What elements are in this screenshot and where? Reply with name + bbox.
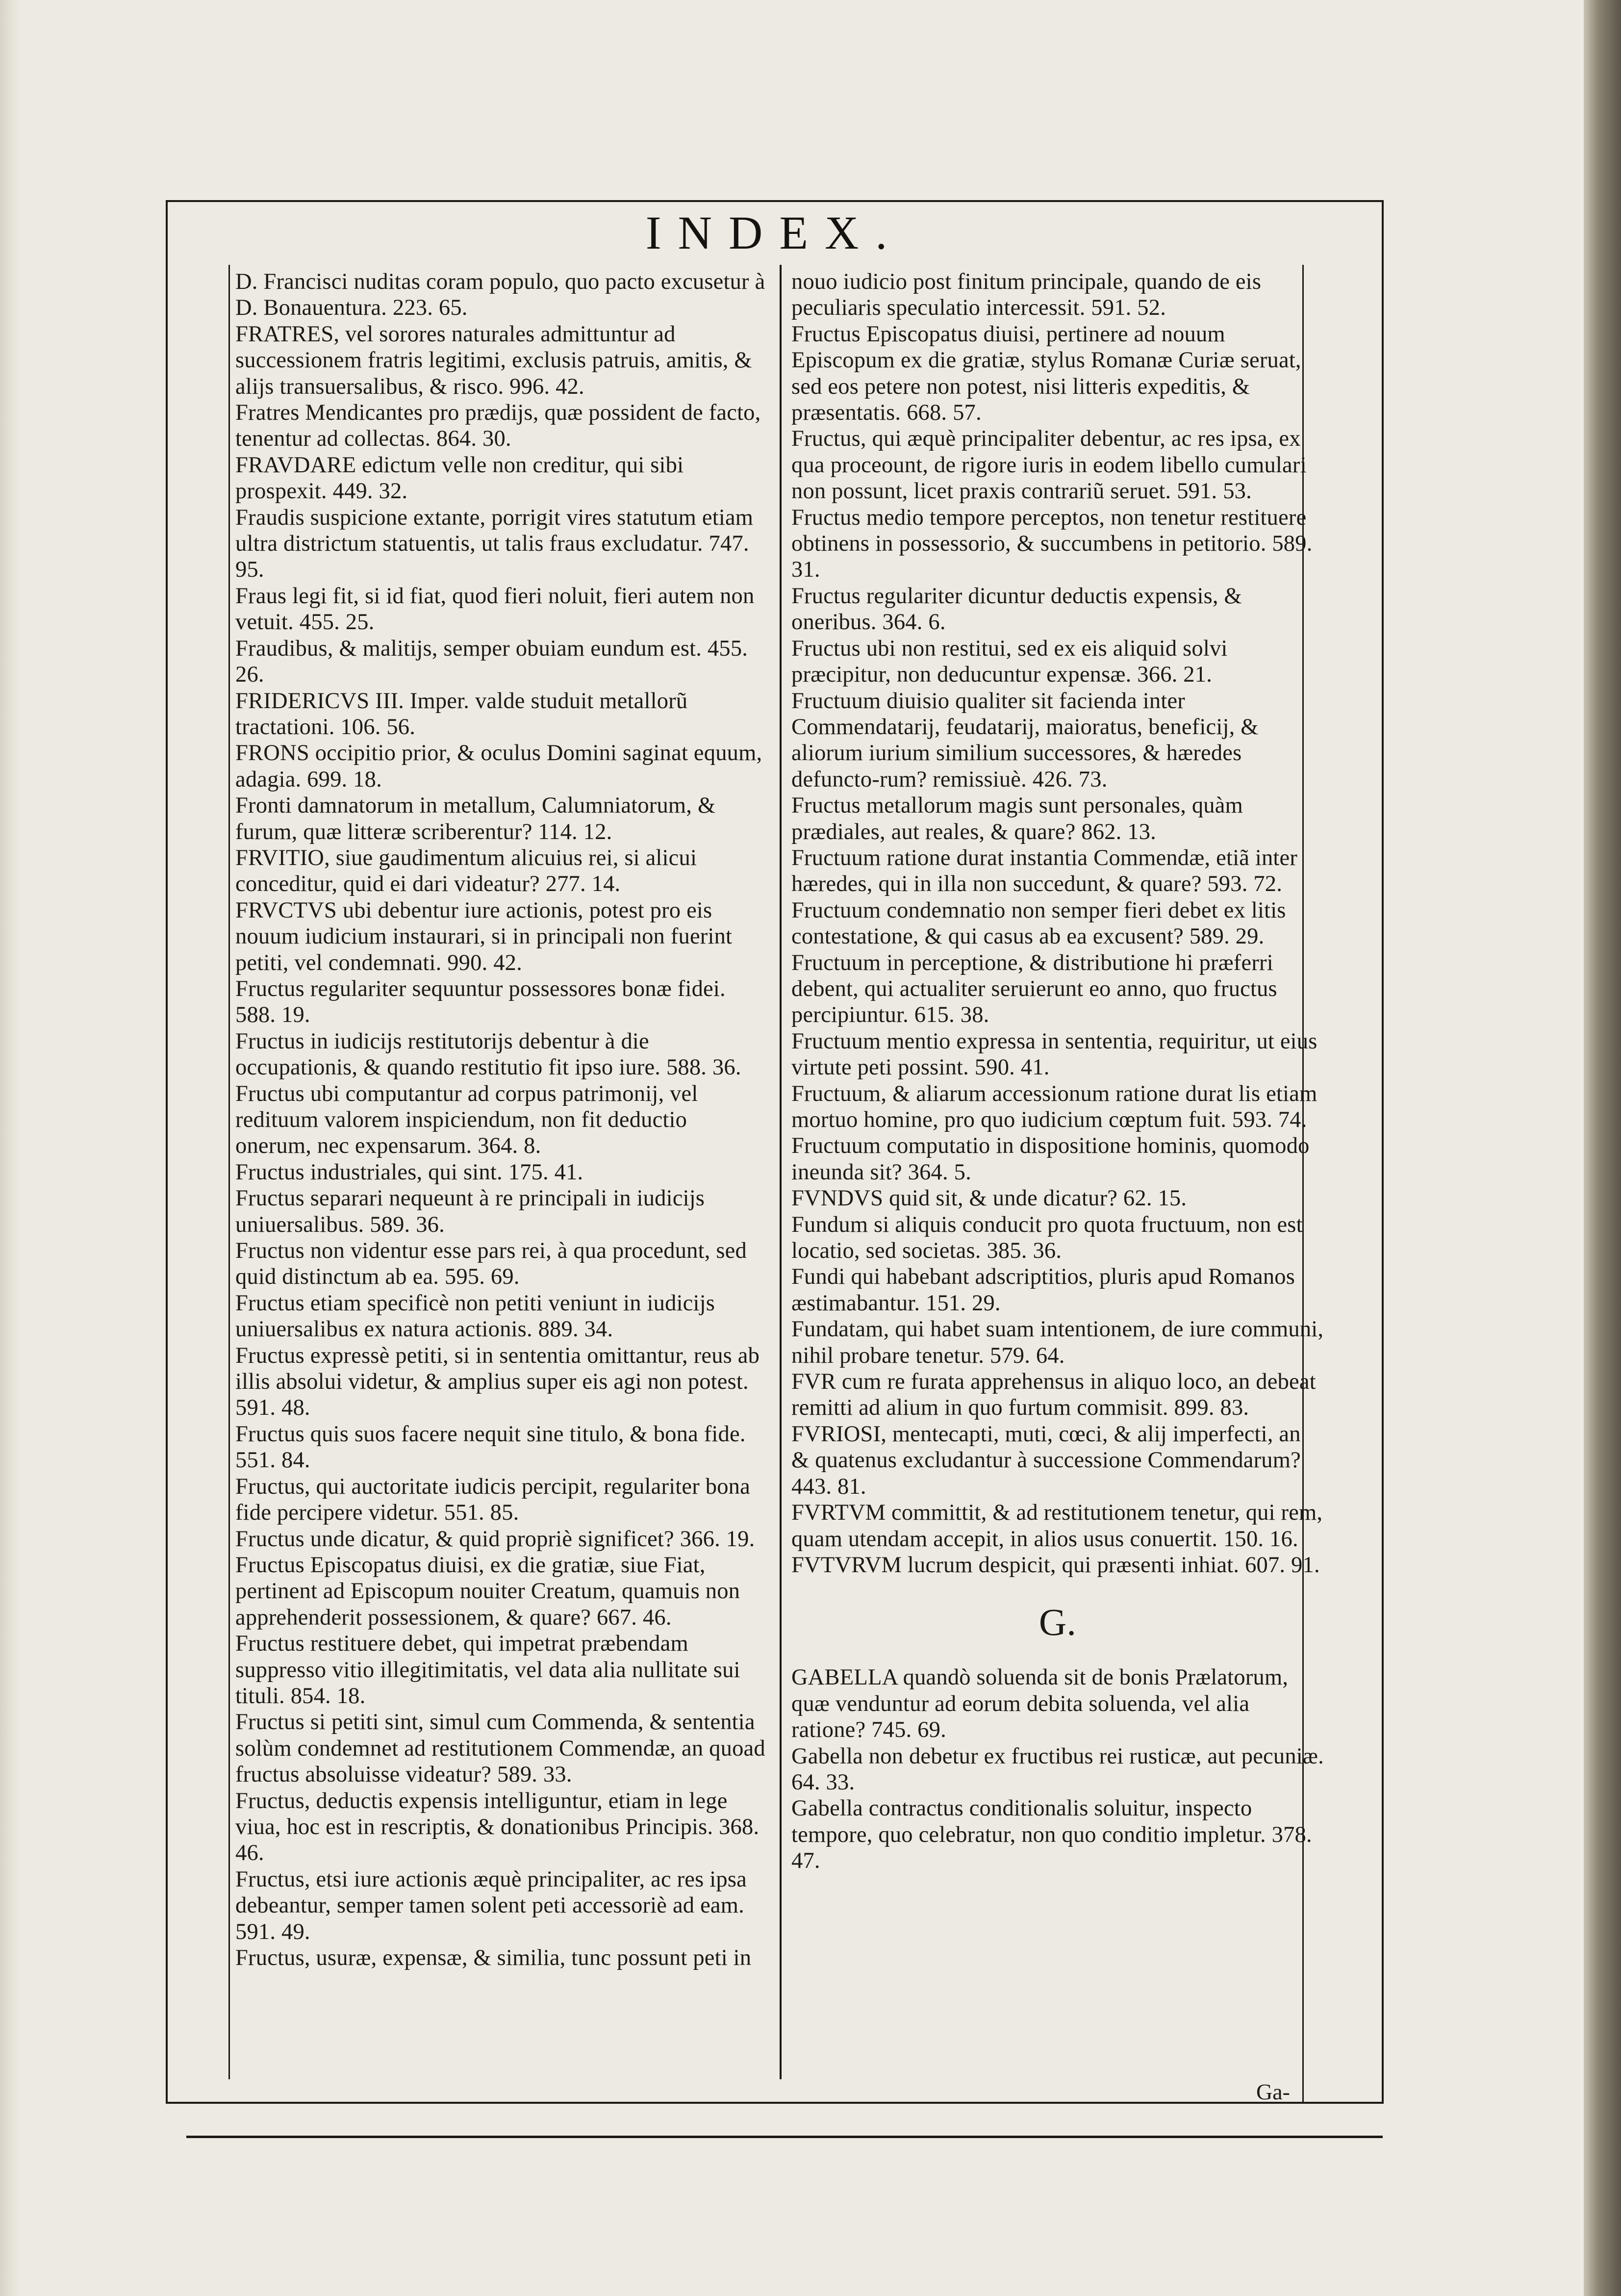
index-entry: Fructus industriales, qui sint. 175. 41. [235, 1159, 583, 1185]
index-entry: FVTVRVM lucrum despicit, qui præsenti inhiat. 607. 91. [791, 1552, 1320, 1578]
index-entry: FVR cum re furata apprehensus in aliquo loco, an debeat remitti ad alium in quo furtum commisit. 899. 83. [791, 1369, 1316, 1421]
index-entry: Fructus quis suos facere nequit sine titulo, & bona fide. 551. 84. [235, 1421, 746, 1473]
index-entry: FRATRES, vel sorores naturales admittuntur ad successionem fratris legitimi, exclusis patruis, amitis, & alijs transuersalibus, & risco. 996. 42. [235, 321, 752, 399]
index-entry: Fructus, etsi iure actionis æquè principaliter, ac res ipsa debeantur, semper tamen solent peti accessoriè ad eam. 591. 49. [235, 1866, 747, 1944]
book-binding [1584, 0, 1621, 2296]
index-entry: Fructus si petiti sint, simul cum Commenda, & sententia solùm condemnet ad restitutionem Commendæ, an quoad fructus absoluisse videatur? 589. 33. [235, 1709, 765, 1787]
index-entry: FRVITIO, siue gaudimentum alicuius rei, si alicui conceditur, quid ei dari videatur? 277. 14. [235, 845, 697, 897]
index-entry: Fructus, qui auctoritate iudicis percipit, regulariter bona fide percipere videtur. 551. 85. [235, 1474, 750, 1526]
index-entry: FRONS occipitio prior, & oculus Domini saginat equum, adagia. 699. 18. [235, 740, 762, 792]
index-entry: Fundatam, qui habet suam intentionem, de iure communi, nihil probare tenetur. 579. 64. [791, 1317, 1324, 1368]
index-entry: Fructuum, & aliarum accessionum ratione durat lis etiam mortuo homine, pro quo iudicium cœptum fuit. 593. 74. [791, 1081, 1317, 1132]
index-entry: Fructus Episcopatus diuisi, pertinere ad nouum Episcopum ex die gratiæ, stylus Romanæ Curiæ seruat, sed eos petere non potest, nisi litteris expeditis, & præsentatis. 668. 57. [791, 321, 1301, 426]
index-entry: Fructuum ratione durat instantia Commendæ, etiã inter hæredes, qui in illa non succedunt, & quare? 593. 72. [791, 845, 1298, 897]
index-entry: D. Francisci nuditas coram populo, quo pacto excusetur à D. Bonauentura. 223. 65. [235, 269, 765, 321]
index-entry: Fructus expressè petiti, si in sententia omittantur, reus ab illis absolui videtur, & amplius super eis agi non potest. 591. 48. [235, 1343, 760, 1421]
index-entry: Fructus Episcopatus diuisi, ex die gratiæ, siue Fiat, pertinent ad Episcopum nouiter Creatum, quamuis non apprehenderit possessionem, & quare? 667. 46. [235, 1552, 740, 1630]
index-entry: Fructuum in perceptione, & distributione hi præferri debent, qui actualiter seruierunt eo anno, quo fructus percipiuntur. 615. 38. [791, 950, 1277, 1028]
index-entry: Fructuum condemnatio non semper fieri debet ex litis contestatione, & qui casus ab ea excusent? 589. 29. [791, 897, 1286, 949]
page-title: INDEX. [645, 206, 904, 259]
index-entry: FRIDERICVS III. Imper. valde studuit metallorũ tractationi. 106. 56. [235, 688, 688, 740]
index-entry: Fructus non videntur esse pars rei, à qua procedunt, sed quid distinctum ab ea. 595. 69. [235, 1238, 747, 1290]
index-entry: Fructus, usuræ, expensæ, & similia, tunc possunt peti in [235, 1945, 752, 1970]
index-entry: Fructus medio tempore perceptos, non tenetur restituere obtinens in possessorio, & succumbens in petitorio. 589. 31. [791, 505, 1313, 583]
index-entry: nouo iudicio post finitum principale, quando de eis peculiaris speculatio intercessit. 591. 52. [791, 269, 1262, 321]
right-column [791, 269, 1324, 1874]
index-entry: FVNDVS quid sit, & unde dicatur? 62. 15. [791, 1186, 1187, 1211]
index-entry: Fructus ubi computantur ad corpus patrimonij, vel redituum valorem inspiciendum, non fit deductio onerum, nec expensarum. 364. 8. [235, 1081, 698, 1159]
index-entry: Fructus unde dicatur, & quid propriè significet? 366. 19. [235, 1526, 755, 1552]
column-divider [780, 265, 782, 2079]
left-column-rule [228, 265, 230, 2079]
index-entry: Fructus metallorum magis sunt personales, quàm prædiales, aut reales, & quare? 862. 13. [791, 793, 1243, 844]
catchword: Ga- [1256, 2079, 1290, 2104]
index-entry: Fratres Mendicantes pro prædijs, quæ possident de facto, tenentur ad collectas. 864. 30. [235, 400, 761, 452]
index-entry: Fructus, deductis expensis intelliguntur, etiam in lege viua, hoc est in rescriptis, & donationibus Principis. 368. 46. [235, 1788, 760, 1866]
index-entry: Gabella contractus conditionalis soluitur, inspecto tempore, quo celebratur, non quo conditio impletur. 378. 47. [791, 1796, 1312, 1874]
section-letter-g: G. [1038, 1601, 1077, 1644]
index-entry: Fructus, qui æquè principaliter debentur, ac res ipsa, ex qua proceount, de rigore iuris in eodem libello cumulari non possunt, licet praxis contrariũ seruet. 591. 53. [791, 426, 1307, 504]
index-entry: Fructus restituere debet, qui impetrat præbendam suppresso vitio illegitimitatis, vel data alia nullitate sui tituli. 854. 18. [235, 1631, 740, 1709]
page-edge-shadow [0, 0, 20, 2296]
index-entry: FVRTVM committit, & ad restitutionem tenetur, qui rem, quam utendam accepit, in alios usus conuertit. 150. 16. [791, 1500, 1323, 1552]
index-entry: Gabella non debetur ex fructibus rei rusticæ, aut pecuniæ. 64. 33. [791, 1743, 1324, 1795]
index-entry: Fructuum diuisio qualiter sit facienda inter Commendatarij, feudatarij, maioratus, beneficij, & aliorum iurium similium successores, & hæredes defuncto-rum? remissiuè. 426. 73. [791, 688, 1259, 792]
index-entry: Fructus separari nequeunt à re principali in iudicijs uniuersalibus. 589. 36. [235, 1186, 705, 1237]
left-column [235, 269, 768, 1971]
index-entry: GABELLA quandò soluenda sit de bonis Prælatorum, quæ venduntur ad eorum debita soluenda, vel alia ratione? 745. 69. [791, 1665, 1289, 1743]
index-entry: Fructus in iudicijs restitutorijs debentur à die occupationis, & quando restitutio fit ipso iure. 588. 36. [235, 1028, 741, 1080]
index-entry: FRVCTVS ubi debentur iure actionis, potest pro eis nouum iudicium instaurari, si in principali non fuerint petiti, vel condemnati. 990. 42. [235, 897, 733, 975]
index-entry: Fructuum computatio in dispositione hominis, quomodo ineunda sit? 364. 5. [791, 1133, 1310, 1185]
index-entry: Fructus ubi non restitui, sed ex eis aliquid solvi præcipitur, non deducuntur expensæ. 366. 21. [791, 636, 1228, 688]
index-entry: Fructus regulariter sequuntur possessores bonæ fidei. 588. 19. [235, 976, 726, 1028]
index-entry: Fraudibus, & malitijs, semper obuiam eundum est. 455. 26. [235, 636, 748, 688]
bottom-rule [186, 2136, 1383, 2138]
index-entry: Fronti damnatorum in metallum, Calumniatorum, & furum, quæ litteræ scriberentur? 114. 12. [235, 793, 716, 844]
index-entry: Fructuum mentio expressa in sententia, requiritur, ut eius virtute peti possint. 590. 41. [791, 1028, 1317, 1080]
index-entry: Fundum si aliquis conducit pro quota fructuum, non est locatio, sed societas. 385. 36. [791, 1212, 1303, 1264]
index-entry: FVRIOSI, mentecapti, muti, cœci, & alij imperfecti, an & quatenus excludantur à successione Commendarum? 443. 81. [791, 1421, 1301, 1499]
index-entry: Fraus legi fit, si id fiat, quod fieri noluit, fieri autem non vetuit. 455. 25. [235, 583, 755, 635]
index-entry: Fructus etiam specificè non petiti veniunt in iudicijs uniuersalibus ex natura actionis. 889. 34. [235, 1290, 715, 1342]
index-entry: FRAVDARE edictum velle non creditur, qui sibi prospexit. 449. 32. [235, 452, 684, 504]
index-entry: Fundi qui habebant adscriptitios, pluris apud Romanos æstimabantur. 151. 29. [791, 1264, 1295, 1316]
index-entry: Fraudis suspicione extante, porrigit vires statutum etiam ultra districtum statuentis, ut talis fraus excludatur. 747. 95. [235, 505, 754, 583]
index-entry: Fructus regulariter dicuntur deductis expensis, & oneribus. 364. 6. [791, 583, 1242, 635]
